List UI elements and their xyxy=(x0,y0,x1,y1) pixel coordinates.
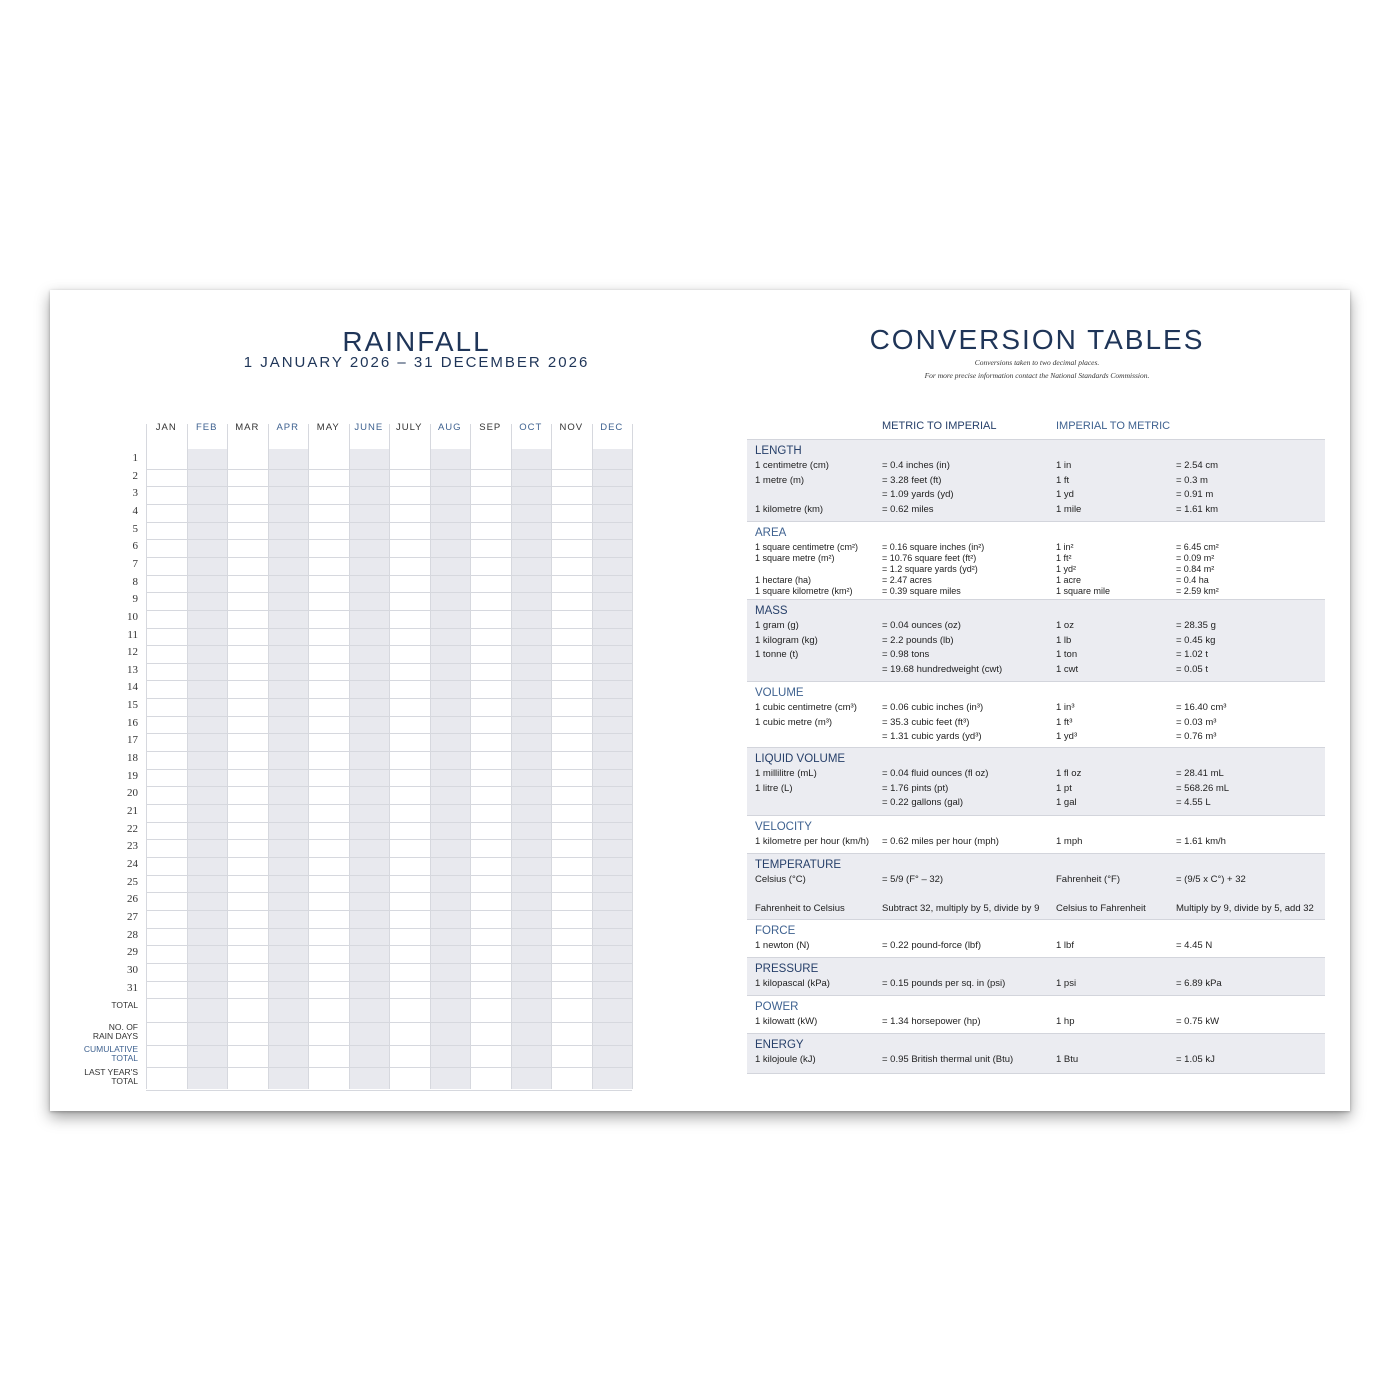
day-number: 22 xyxy=(127,822,138,835)
metric-unit: 1 litre (L) xyxy=(755,782,793,794)
metric-unit: 1 centimetre (cm) xyxy=(755,460,829,471)
row-line xyxy=(146,875,632,876)
grid-divider xyxy=(430,424,431,1089)
conversion-section-length xyxy=(747,439,1325,522)
metric-to-imperial-value: = 1.31 cubic yards (yd³) xyxy=(882,731,982,743)
metric-unit: 1 square centimetre (cm²) xyxy=(755,542,859,552)
imperial-unit: 1 hp xyxy=(1056,1016,1075,1027)
imperial-unit: 1 yd xyxy=(1056,489,1074,501)
conversion-section-mass xyxy=(747,599,1325,682)
metric-to-imperial-value: = 2.47 acres xyxy=(882,575,932,585)
imperial-to-metric-value: = 0.91 m xyxy=(1176,489,1214,501)
metric-to-imperial-value: = 0.15 pounds per sq. in (psi) xyxy=(882,978,1006,989)
row-line xyxy=(146,645,632,646)
day-number: 19 xyxy=(127,769,138,782)
section-title: ENERGY xyxy=(755,1039,804,1051)
imperial-to-metric-value: = 0.76 m³ xyxy=(1176,731,1217,743)
row-line xyxy=(146,945,632,946)
imperial-to-metric-value: = 16.40 cm³ xyxy=(1176,702,1227,713)
metric-unit: 1 hectare (ha) xyxy=(755,575,812,585)
metric-unit: 1 kilogram (kg) xyxy=(755,634,818,646)
row-line xyxy=(146,857,632,858)
section-title: LIQUID VOLUME xyxy=(755,753,846,765)
row-line xyxy=(146,769,632,770)
day-number: 10 xyxy=(127,610,138,623)
imperial-to-metric-value: = 4.45 N xyxy=(1176,940,1213,951)
conversion-section-temperature xyxy=(747,853,1325,920)
table-bottom-rule xyxy=(747,1073,1325,1074)
day-number: 2 xyxy=(132,469,138,482)
grid-divider xyxy=(470,424,471,1089)
imperial-unit: 1 ft² xyxy=(1056,553,1072,563)
section-title: TEMPERATURE xyxy=(755,859,842,871)
row-line xyxy=(146,680,632,681)
metric-unit: 1 kilometre (km) xyxy=(755,503,824,515)
footer-row-label: CUMULATIVE TOTAL xyxy=(83,1044,138,1063)
month-header: JUNE xyxy=(354,422,384,433)
metric-to-imperial-value: = 5/9 (F° – 32) xyxy=(882,874,944,885)
imperial-unit: 1 ton xyxy=(1056,649,1078,661)
imperial-to-metric-value: = 0.75 kW xyxy=(1176,1016,1220,1027)
row-line xyxy=(146,733,632,734)
rainfall-subtitle: 1 JANUARY 2026 – 31 DECEMBER 2026 xyxy=(243,354,590,371)
metric-to-imperial-value: = 19.68 hundredweight (cwt) xyxy=(882,663,1003,675)
footer-row-label: NO. OF RAIN DAYS xyxy=(92,1022,138,1041)
imperial-to-metric-value: = 0.45 kg xyxy=(1176,634,1216,646)
metric-to-imperial-value: = 0.39 square miles xyxy=(882,586,961,596)
row-line xyxy=(146,928,632,929)
day-number: 30 xyxy=(127,963,138,976)
day-number: 13 xyxy=(127,663,138,676)
metric-unit: 1 gram (g) xyxy=(755,620,799,631)
row-line xyxy=(146,610,632,611)
metric-to-imperial-value: = 0.62 miles per hour (mph) xyxy=(882,836,999,847)
metric-to-imperial-value: = 1.09 yards (yd) xyxy=(882,489,954,501)
imperial-to-metric-value: = 28.41 mL xyxy=(1176,768,1224,779)
metric-unit: 1 cubic centimetre (cm³) xyxy=(755,702,857,713)
imperial-unit: 1 ft xyxy=(1056,474,1070,486)
conversion-note-1: Conversions taken to two decimal places. xyxy=(974,358,1100,367)
grid-divider xyxy=(146,424,147,1089)
day-number: 3 xyxy=(132,487,138,500)
row-line xyxy=(146,822,632,823)
row-line xyxy=(146,663,632,664)
conversion-section-volume xyxy=(747,681,1325,748)
metric-unit: 1 kilojoule (kJ) xyxy=(755,1054,816,1065)
day-number: 6 xyxy=(132,540,138,553)
imperial-unit: 1 yd² xyxy=(1056,564,1077,574)
conversion-section-energy xyxy=(747,1033,1325,1074)
imperial-to-metric-value: = 2.59 km² xyxy=(1176,586,1219,596)
section-title: FORCE xyxy=(755,925,796,937)
conversion-title: CONVERSION TABLES xyxy=(869,324,1205,355)
row-line xyxy=(146,592,632,593)
imperial-unit: 1 lb xyxy=(1056,634,1072,646)
grid-divider xyxy=(389,424,390,1089)
day-number: 17 xyxy=(127,734,138,747)
row-line xyxy=(146,804,632,805)
row-line xyxy=(146,716,632,717)
calendar-spread xyxy=(50,290,1350,1111)
month-header: SEP xyxy=(479,422,502,433)
footer-row-label: TOTAL xyxy=(111,1000,138,1010)
grid-divider xyxy=(227,424,228,1089)
imperial-unit: 1 cwt xyxy=(1056,663,1079,675)
day-number: 26 xyxy=(127,893,138,906)
row-line xyxy=(146,539,632,540)
metric-unit: 1 square kilometre (km²) xyxy=(755,586,853,596)
day-number: 29 xyxy=(127,946,138,959)
metric-unit: 1 millilitre (mL) xyxy=(755,768,817,779)
row-line xyxy=(146,698,632,699)
imperial-to-metric-value: = 4.55 L xyxy=(1176,797,1211,809)
month-header: OCT xyxy=(519,422,543,433)
day-number: 4 xyxy=(132,504,138,517)
imperial-unit: 1 lbf xyxy=(1056,940,1074,951)
row-line xyxy=(146,628,632,629)
day-number: 15 xyxy=(127,699,138,712)
metric-unit: 1 square metre (m²) xyxy=(755,553,835,563)
section-title: PRESSURE xyxy=(755,963,819,975)
imperial-unit: 1 oz xyxy=(1056,620,1074,631)
metric-unit: 1 newton (N) xyxy=(755,940,810,951)
day-number: 11 xyxy=(127,628,138,641)
imperial-unit: 1 psi xyxy=(1056,978,1077,989)
metric-to-imperial-value: = 0.62 miles xyxy=(882,503,934,515)
metric-to-imperial-value: = 1.76 pints (pt) xyxy=(882,782,949,794)
day-number: 20 xyxy=(127,787,138,800)
metric-to-imperial-value: Subtract 32, multiply by 5, divide by 9 xyxy=(882,903,1040,914)
day-number: 9 xyxy=(132,593,138,606)
imperial-unit: Fahrenheit (°F) xyxy=(1056,874,1120,885)
row-line xyxy=(146,1090,632,1091)
metric-to-imperial-value: = 0.06 cubic inches (in³) xyxy=(882,702,984,713)
grid-divider xyxy=(187,424,188,1089)
imperial-to-metric-value: = 28.35 g xyxy=(1176,620,1216,631)
section-title: AREA xyxy=(755,527,787,539)
conversion-section-velocity xyxy=(747,815,1325,854)
row-line xyxy=(146,839,632,840)
row-line xyxy=(146,469,632,470)
metric-unit: 1 kilometre per hour (km/h) xyxy=(755,836,870,847)
row-line xyxy=(146,486,632,487)
metric-to-imperial-value: = 1.2 square yards (yd²) xyxy=(882,564,978,574)
imperial-to-metric-value: = 1.61 km/h xyxy=(1176,836,1226,847)
imperial-to-metric-value: = 6.45 cm² xyxy=(1176,542,1219,552)
imperial-to-metric-value: = 0.09 m² xyxy=(1176,553,1215,563)
month-header: MAR xyxy=(235,422,260,433)
conversion-section-force xyxy=(747,919,1325,958)
month-header: MAY xyxy=(316,422,340,433)
row-line xyxy=(146,892,632,893)
month-header: AUG xyxy=(437,422,462,433)
row-line xyxy=(146,981,632,982)
imperial-unit: 1 Btu xyxy=(1056,1054,1079,1065)
conversion-section-area xyxy=(747,521,1325,600)
imperial-unit: 1 pt xyxy=(1056,782,1072,794)
metric-to-imperial-value: = 0.04 fluid ounces (fl oz) xyxy=(882,768,989,779)
conversion-section-pressure xyxy=(747,957,1325,996)
grid-divider xyxy=(592,424,593,1089)
row-line xyxy=(146,963,632,964)
metric-to-imperial-value: = 35.3 cubic feet (ft³) xyxy=(882,716,970,728)
month-header: APR xyxy=(276,422,300,433)
metric-to-imperial-value: = 10.76 square feet (ft²) xyxy=(882,553,977,563)
imperial-to-metric-value: = 0.4 ha xyxy=(1176,575,1209,585)
imperial-to-metric-value: = 0.03 m³ xyxy=(1176,716,1217,728)
metric-to-imperial-value: = 0.04 ounces (oz) xyxy=(882,620,961,631)
row-line xyxy=(146,1045,632,1046)
day-number: 1 xyxy=(132,452,138,464)
footer-row-label: LAST YEAR'S TOTAL xyxy=(84,1067,138,1086)
imperial-unit: 1 gal xyxy=(1056,797,1077,809)
imperial-to-metric-value: = 6.89 kPa xyxy=(1176,978,1222,989)
row-line xyxy=(146,1067,632,1068)
conversion-note-2: For more precise information contact the National Standards Commission. xyxy=(924,371,1150,380)
month-header: DEC xyxy=(600,422,624,433)
metric-to-imperial-value: = 0.98 tons xyxy=(882,649,930,661)
section-title: VELOCITY xyxy=(755,821,812,833)
grid-divider xyxy=(632,424,633,1089)
metric-to-imperial-value: = 3.28 feet (ft) xyxy=(882,474,942,486)
day-number: 14 xyxy=(127,681,138,694)
imperial-to-metric-value: Multiply by 9, divide by 5, add 32 xyxy=(1176,903,1314,914)
imperial-unit: 1 in³ xyxy=(1056,702,1075,713)
metric-to-imperial-value: = 1.34 horsepower (hp) xyxy=(882,1016,981,1027)
imperial-to-metric-value: = 2.54 cm xyxy=(1176,460,1218,471)
metric-unit: Celsius (°C) xyxy=(755,874,806,885)
metric-unit: 1 tonne (t) xyxy=(755,649,799,661)
conversion-section-liquid-volume xyxy=(747,747,1325,816)
metric-unit: 1 cubic metre (m³) xyxy=(755,716,833,728)
row-line xyxy=(146,786,632,787)
imperial-unit: 1 in xyxy=(1056,460,1072,471)
metric-to-imperial-value: = 0.16 square inches (in²) xyxy=(882,542,985,552)
day-number: 5 xyxy=(132,522,138,535)
day-number: 16 xyxy=(127,716,138,729)
day-number: 12 xyxy=(127,646,138,659)
day-number: 25 xyxy=(127,875,138,888)
imperial-to-metric-value: = 1.02 t xyxy=(1176,649,1208,661)
metric-to-imperial-value: = 0.22 gallons (gal) xyxy=(882,797,964,809)
metric-to-imperial-heading: METRIC TO IMPERIAL xyxy=(882,420,997,432)
imperial-to-metric-value: = 1.61 km xyxy=(1176,503,1218,515)
grid-divider xyxy=(511,424,512,1089)
imperial-to-metric-value: = 0.05 t xyxy=(1176,663,1208,675)
imperial-to-metric-value: = 0.3 m xyxy=(1176,474,1208,486)
metric-to-imperial-value: = 0.22 pound-force (lbf) xyxy=(882,940,982,951)
day-number: 28 xyxy=(127,928,138,941)
section-title: VOLUME xyxy=(755,687,804,699)
day-number: 23 xyxy=(127,840,138,853)
metric-unit: 1 kilopascal (kPa) xyxy=(755,978,830,989)
imperial-unit: 1 fl oz xyxy=(1056,768,1082,779)
row-line xyxy=(146,1022,632,1023)
row-line xyxy=(146,504,632,505)
section-title: LENGTH xyxy=(755,445,802,457)
rainfall-title: RAINFALL xyxy=(342,326,491,357)
day-number: 8 xyxy=(132,575,138,588)
imperial-to-metric-value: = (9/5 x C°) + 32 xyxy=(1176,874,1246,885)
month-header: FEB xyxy=(196,422,218,433)
row-line xyxy=(146,910,632,911)
imperial-unit: 1 square mile xyxy=(1056,586,1111,596)
imperial-unit: 1 mph xyxy=(1056,836,1083,847)
grid-divider xyxy=(349,424,350,1089)
grid-divider xyxy=(551,424,552,1089)
imperial-unit: 1 acre xyxy=(1056,575,1082,585)
metric-unit: 1 metre (m) xyxy=(755,474,805,486)
metric-unit: 1 kilowatt (kW) xyxy=(755,1016,818,1027)
grid-divider xyxy=(268,424,269,1089)
row-line xyxy=(146,557,632,558)
imperial-unit: 1 in² xyxy=(1056,542,1074,552)
imperial-unit: 1 yd³ xyxy=(1056,731,1078,743)
row-line xyxy=(146,998,632,999)
imperial-unit: 1 ft³ xyxy=(1056,716,1073,728)
month-header: JAN xyxy=(155,422,177,433)
day-number: 24 xyxy=(127,857,138,870)
day-number: 18 xyxy=(127,752,138,765)
metric-to-imperial-value: = 2.2 pounds (lb) xyxy=(882,634,954,646)
grid-divider xyxy=(308,424,309,1089)
month-header: JULY xyxy=(395,422,423,433)
section-title: MASS xyxy=(755,605,788,617)
imperial-to-metric-heading: IMPERIAL TO METRIC xyxy=(1056,420,1171,432)
imperial-to-metric-value: = 0.84 m² xyxy=(1176,564,1215,574)
conversion-section-power xyxy=(747,995,1325,1034)
imperial-to-metric-value: = 1.05 kJ xyxy=(1176,1054,1215,1065)
row-line xyxy=(146,575,632,576)
day-number: 21 xyxy=(127,805,138,817)
day-number: 27 xyxy=(127,910,138,923)
section-title: POWER xyxy=(755,1001,799,1013)
imperial-unit: 1 mile xyxy=(1056,503,1082,515)
day-number: 31 xyxy=(127,981,138,994)
month-header: NOV xyxy=(559,422,584,433)
day-number: 7 xyxy=(132,557,138,570)
metric-to-imperial-value: = 0.4 inches (in) xyxy=(882,460,950,471)
metric-to-imperial-value: = 0.95 British thermal unit (Btu) xyxy=(882,1054,1014,1065)
metric-unit: Fahrenheit to Celsius xyxy=(755,903,845,914)
row-line xyxy=(146,522,632,523)
row-line xyxy=(146,751,632,752)
imperial-unit: Celsius to Fahrenheit xyxy=(1056,903,1146,914)
imperial-to-metric-value: = 568.26 mL xyxy=(1176,782,1230,794)
